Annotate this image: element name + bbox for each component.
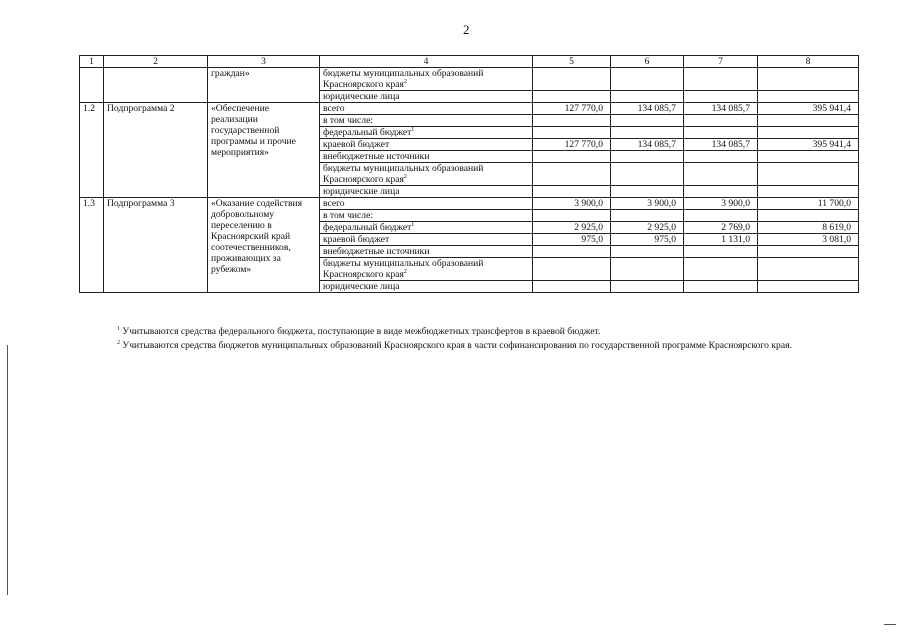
value-cell bbox=[611, 115, 684, 127]
value bbox=[603, 91, 607, 102]
footnotes bbox=[79, 325, 859, 353]
value: 2 925,0 bbox=[574, 222, 603, 233]
value: 134 085,7 bbox=[711, 139, 750, 150]
source-label: бюджеты муниципальных образований Красноярского края bbox=[323, 68, 484, 90]
value-cell bbox=[611, 127, 684, 139]
source-label: внебюджетные источники bbox=[323, 151, 430, 162]
source-label: краевой бюджет bbox=[323, 234, 390, 245]
source-label: внебюджетные источники bbox=[323, 246, 430, 257]
footnote-ref: 1 bbox=[411, 222, 415, 228]
value bbox=[750, 210, 754, 221]
num-cell bbox=[80, 103, 104, 198]
value-cell bbox=[533, 246, 611, 258]
footnote-ref: 1 bbox=[411, 127, 415, 133]
program-type: Подпрограмма 3 bbox=[107, 198, 175, 209]
header-cell: 2 bbox=[104, 56, 208, 68]
source-cell bbox=[320, 103, 533, 115]
value-cell bbox=[533, 186, 611, 198]
value bbox=[603, 258, 607, 269]
value-cell bbox=[758, 258, 859, 281]
value bbox=[676, 281, 680, 292]
value-cell bbox=[533, 91, 611, 103]
value-cell bbox=[533, 139, 611, 151]
value: 3 900,0 bbox=[721, 198, 750, 209]
value-cell bbox=[758, 198, 859, 210]
value: 127 770,0 bbox=[564, 139, 603, 150]
value bbox=[676, 163, 680, 174]
header-cell: 7 bbox=[684, 56, 758, 68]
value: 1 131,0 bbox=[721, 234, 750, 245]
value bbox=[851, 91, 855, 102]
value-cell bbox=[758, 234, 859, 246]
table-row bbox=[80, 68, 859, 91]
name-cell bbox=[208, 198, 320, 293]
source-cell bbox=[320, 163, 533, 186]
value bbox=[851, 258, 855, 269]
scan-mark-bottom-right bbox=[884, 624, 896, 625]
value-cell bbox=[611, 246, 684, 258]
source-cell bbox=[320, 139, 533, 151]
program-name: «Оказание содействия добровольному переселению в Красноярский край соотечественников, проживающих за рубежом» bbox=[211, 198, 303, 275]
value-cell bbox=[758, 151, 859, 163]
program-name: граждан» bbox=[211, 68, 250, 79]
source-label: всего bbox=[323, 198, 345, 209]
value-cell bbox=[611, 139, 684, 151]
value: 975,0 bbox=[581, 234, 603, 245]
value bbox=[603, 210, 607, 221]
value bbox=[603, 115, 607, 126]
type-cell bbox=[104, 68, 208, 103]
value-cell bbox=[611, 258, 684, 281]
value-cell bbox=[533, 151, 611, 163]
value: 134 085,7 bbox=[637, 139, 676, 150]
value-cell bbox=[611, 210, 684, 222]
value bbox=[750, 258, 754, 269]
header-cell: 3 bbox=[208, 56, 320, 68]
value-cell bbox=[533, 68, 611, 91]
value: 3 900,0 bbox=[574, 198, 603, 209]
header-row bbox=[80, 56, 859, 68]
value bbox=[676, 210, 680, 221]
value bbox=[603, 186, 607, 197]
value: 11 700,0 bbox=[817, 198, 851, 209]
value bbox=[603, 281, 607, 292]
value: 2 925,0 bbox=[647, 222, 676, 233]
value bbox=[603, 163, 607, 174]
header-cell: 4 bbox=[320, 56, 533, 68]
source-label: юридические лица bbox=[323, 91, 400, 102]
num-cell bbox=[80, 198, 104, 293]
value-cell bbox=[758, 246, 859, 258]
budget-table bbox=[79, 55, 859, 293]
value-cell bbox=[533, 210, 611, 222]
source-cell bbox=[320, 91, 533, 103]
value-cell bbox=[758, 186, 859, 198]
value-cell bbox=[758, 210, 859, 222]
value-cell bbox=[684, 151, 758, 163]
value bbox=[750, 151, 754, 162]
value-cell bbox=[611, 281, 684, 293]
value bbox=[750, 68, 754, 79]
value: 975,0 bbox=[654, 234, 676, 245]
source-label: юридические лица bbox=[323, 186, 400, 197]
value-cell bbox=[758, 127, 859, 139]
value-cell bbox=[533, 198, 611, 210]
value bbox=[750, 115, 754, 126]
value bbox=[750, 163, 754, 174]
value bbox=[851, 186, 855, 197]
header-cell: 6 bbox=[611, 56, 684, 68]
value-cell bbox=[758, 281, 859, 293]
value bbox=[851, 151, 855, 162]
value bbox=[851, 281, 855, 292]
value-cell bbox=[533, 103, 611, 115]
value-cell bbox=[684, 68, 758, 91]
value-cell bbox=[533, 281, 611, 293]
value-cell bbox=[533, 222, 611, 234]
value-cell bbox=[758, 222, 859, 234]
value: 395 941,4 bbox=[812, 103, 851, 114]
value: 3 900,0 bbox=[647, 198, 676, 209]
value-cell bbox=[684, 163, 758, 186]
scan-mark-left bbox=[7, 345, 8, 595]
value bbox=[603, 151, 607, 162]
source-label: краевой бюджет bbox=[323, 139, 390, 150]
header-cell: 8 bbox=[758, 56, 859, 68]
value: 395 941,4 bbox=[812, 139, 851, 150]
value bbox=[750, 246, 754, 257]
value-cell bbox=[611, 222, 684, 234]
value bbox=[603, 127, 607, 138]
value-cell bbox=[533, 115, 611, 127]
value-cell bbox=[758, 91, 859, 103]
value bbox=[676, 246, 680, 257]
value: 8 619,0 bbox=[822, 222, 851, 233]
value-cell bbox=[611, 68, 684, 91]
value bbox=[603, 68, 607, 79]
value: 2 769,0 bbox=[721, 222, 750, 233]
source-cell bbox=[320, 151, 533, 163]
footnote-1: $^1$ Учитываются средства федерального бюджета, поступающие в виде межбюджетных трансфертов в краевой бюджет. bbox=[117, 326, 601, 337]
table-row bbox=[80, 103, 859, 115]
value-cell bbox=[611, 198, 684, 210]
value-cell bbox=[533, 258, 611, 281]
program-type: Подпрограмма 2 bbox=[107, 103, 175, 114]
name-cell bbox=[208, 103, 320, 198]
program-name: «Обеспечение реализации государственной программы и прочие мероприятия» bbox=[211, 103, 296, 158]
value-cell bbox=[684, 246, 758, 258]
value-cell bbox=[684, 258, 758, 281]
program-num: 1.2 bbox=[83, 103, 95, 114]
value bbox=[750, 127, 754, 138]
source-cell bbox=[320, 234, 533, 246]
source-cell bbox=[320, 258, 533, 281]
value-cell bbox=[611, 151, 684, 163]
name-cell bbox=[208, 68, 320, 103]
value-cell bbox=[611, 91, 684, 103]
source-label: всего bbox=[323, 103, 345, 114]
value-cell bbox=[611, 186, 684, 198]
value: 127 770,0 bbox=[564, 103, 603, 114]
value bbox=[676, 91, 680, 102]
footnote-ref: 2 bbox=[403, 79, 407, 85]
value-cell bbox=[684, 91, 758, 103]
value-cell bbox=[684, 281, 758, 293]
value-cell bbox=[684, 198, 758, 210]
source-label: в том числе: bbox=[323, 115, 374, 126]
page-number: 2 bbox=[463, 22, 470, 37]
value-cell bbox=[684, 115, 758, 127]
value-cell bbox=[684, 222, 758, 234]
value-cell bbox=[533, 127, 611, 139]
value bbox=[851, 127, 855, 138]
value-cell bbox=[684, 210, 758, 222]
header-cell: 1 bbox=[80, 56, 104, 68]
value bbox=[851, 246, 855, 257]
value bbox=[851, 210, 855, 221]
source-cell bbox=[320, 68, 533, 91]
source-label: бюджеты муниципальных образований Красноярского края bbox=[323, 163, 484, 185]
program-num: 1.3 bbox=[83, 198, 95, 209]
source-label: в том числе: bbox=[323, 210, 374, 221]
value-cell bbox=[758, 163, 859, 186]
value bbox=[750, 281, 754, 292]
value-cell bbox=[611, 234, 684, 246]
source-cell bbox=[320, 281, 533, 293]
value-cell bbox=[758, 68, 859, 91]
value bbox=[851, 68, 855, 79]
value-cell bbox=[611, 103, 684, 115]
value bbox=[676, 151, 680, 162]
footnote-2: $^2$ Учитываются средства бюджетов муниципальных образований Красноярского края в части софинансирования по государственной программе Красноярского края. bbox=[117, 340, 792, 351]
value bbox=[750, 91, 754, 102]
source-cell bbox=[320, 210, 533, 222]
value bbox=[676, 258, 680, 269]
value bbox=[676, 127, 680, 138]
value bbox=[603, 246, 607, 257]
header-cell: 5 bbox=[533, 56, 611, 68]
value-cell bbox=[758, 139, 859, 151]
source-cell bbox=[320, 222, 533, 234]
value: 134 085,7 bbox=[637, 103, 676, 114]
value bbox=[851, 163, 855, 174]
value bbox=[676, 186, 680, 197]
value bbox=[851, 115, 855, 126]
footnote-ref: 2 bbox=[403, 174, 407, 180]
source-label: бюджеты муниципальных образований Красноярского края bbox=[323, 258, 484, 280]
type-cell bbox=[104, 198, 208, 293]
value-cell bbox=[533, 163, 611, 186]
value-cell bbox=[684, 139, 758, 151]
value-cell bbox=[684, 103, 758, 115]
value-cell bbox=[684, 234, 758, 246]
value bbox=[750, 186, 754, 197]
source-label: федеральный бюджет bbox=[323, 127, 412, 138]
value-cell bbox=[758, 115, 859, 127]
source-cell bbox=[320, 127, 533, 139]
value bbox=[676, 68, 680, 79]
value bbox=[676, 115, 680, 126]
source-cell bbox=[320, 186, 533, 198]
num-cell bbox=[80, 68, 104, 103]
value-cell bbox=[533, 234, 611, 246]
source-cell bbox=[320, 246, 533, 258]
value: 3 081,0 bbox=[822, 234, 851, 245]
source-label: юридические лица bbox=[323, 281, 400, 292]
source-cell bbox=[320, 115, 533, 127]
value-cell bbox=[611, 163, 684, 186]
value-cell bbox=[758, 103, 859, 115]
table-row bbox=[80, 198, 859, 210]
footnote-ref: 2 bbox=[403, 269, 407, 275]
value-cell bbox=[684, 186, 758, 198]
value-cell bbox=[684, 127, 758, 139]
source-label: федеральный бюджет bbox=[323, 222, 412, 233]
source-cell bbox=[320, 198, 533, 210]
value: 134 085,7 bbox=[711, 103, 750, 114]
type-cell bbox=[104, 103, 208, 198]
